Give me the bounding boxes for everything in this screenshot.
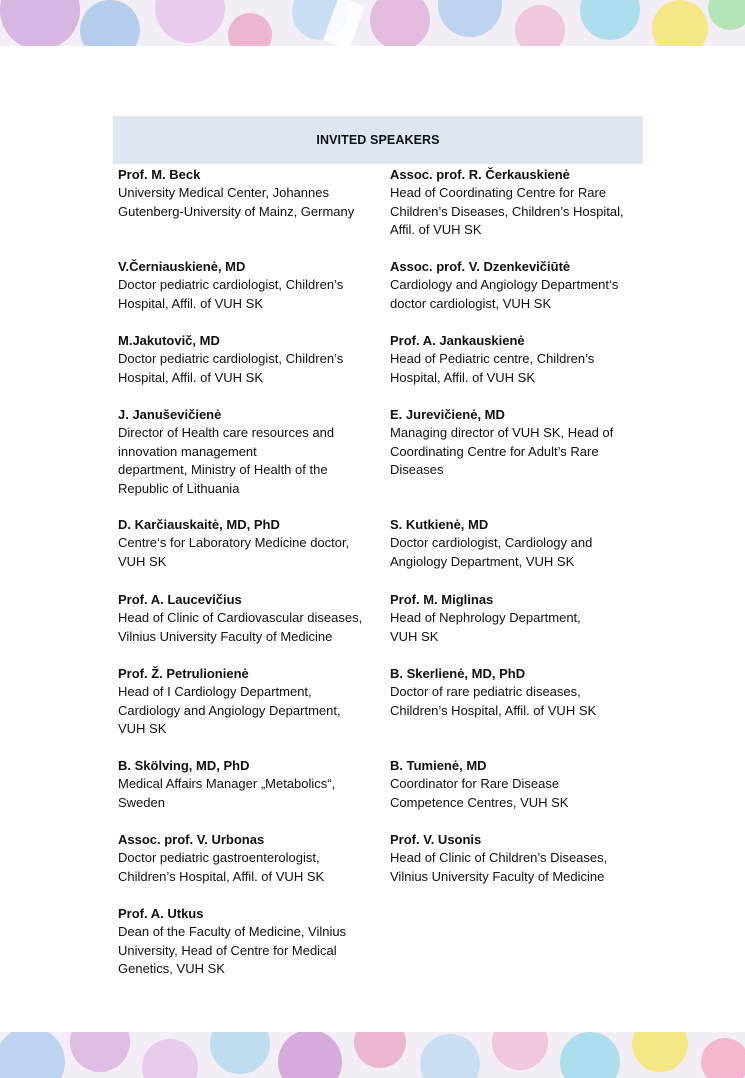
speaker-name: D. Karčiauskaitė, MD, PhD [118, 517, 280, 532]
speaker-entry [390, 332, 652, 387]
speaker-entry [118, 406, 380, 498]
speaker-name: B. Skölving, MD, PhD [118, 758, 250, 773]
top-decorative-banner [0, 0, 745, 46]
speaker-affiliation: Head of Clinic of Cardiovascular diseases, Vilnius University Faculty of Medicine [118, 610, 363, 644]
speaker-entry [390, 831, 652, 886]
speaker-affiliation: Dean of the Faculty of Medicine, Vilnius University, Head of Centre for Medical Genetics, VUH SK [118, 924, 347, 977]
speaker-affiliation: Centre‘s for Laboratory Medicine doctor, VUH SK [118, 535, 350, 569]
speaker-entry [118, 591, 380, 646]
speaker-name: B. Tumienė, MD [390, 758, 487, 773]
speaker-entry [118, 905, 380, 979]
bottom-decorative-banner [0, 1032, 745, 1078]
speaker-name: E. Jurevičienė, MD [390, 407, 505, 422]
speaker-affiliation: Cardiology and Angiology Department‘s doctor cardiologist, VUH SK [390, 277, 619, 311]
speaker-name: B. Skerlienė, MD, PhD [390, 666, 526, 681]
speaker-entry [390, 591, 652, 646]
speaker-name: Prof. A. Utkus [118, 906, 204, 921]
invited-speakers-header [113, 116, 643, 164]
speaker-name: M.Jakutovič, MD [118, 333, 220, 348]
speaker-entry [118, 258, 380, 313]
speaker-entry [390, 757, 652, 812]
speaker-name: Prof. A. Laucevičius [118, 592, 242, 607]
speaker-affiliation: Head of Pediatric centre, Children’s Hospital, Affil. of VUH SK [390, 351, 595, 385]
speaker-name: V.Černiauskienė, MD [118, 259, 246, 274]
speaker-entry [390, 258, 652, 313]
speaker-affiliation: Head of Coordinating Centre for Rare Children’s Diseases, Children’s Hospital, Affil. of VUH SK [390, 185, 624, 238]
speaker-affiliation: Doctor cardiologist, Cardiology and Angiology Department, VUH SK [390, 535, 593, 569]
speaker-entry [118, 831, 380, 886]
speaker-entry [390, 665, 652, 720]
speaker-affiliation: Managing director of VUH SK, Head of Coordinating Centre for Adult’s Rare Diseases [390, 425, 614, 478]
speaker-affiliation: Head of I Cardiology Department, Cardiology and Angiology Department, VUH SK [118, 684, 341, 737]
speaker-affiliation: Doctor pediatric cardiologist, Children’s Hospital, Affil. of VUH SK [118, 277, 344, 311]
speaker-affiliation: Head of Clinic of Children’s Diseases, Vilnius University Faculty of Medicine [390, 850, 608, 884]
speaker-entry [118, 665, 380, 739]
speaker-affiliation: Director of Health care resources and innovation management department, Ministry of Health of the Republic of Lithuania [118, 425, 335, 496]
speaker-affiliation: Medical Affairs Manager „Metabolics“, Sweden [118, 776, 336, 810]
speaker-name: Prof. M. Miglinas [390, 592, 494, 607]
speaker-entry [118, 332, 380, 387]
speaker-name: Prof. M. Beck [118, 167, 201, 182]
speaker-entry [390, 406, 652, 480]
speaker-name: Prof. A. Jankauskienė [390, 333, 525, 348]
speaker-name: Prof. Ž. Petrulionienė [118, 666, 249, 681]
speaker-entry [118, 516, 380, 571]
speaker-entry [390, 166, 652, 240]
speaker-name: Assoc. prof. V. Dzenkevičiūtė [390, 259, 571, 274]
speaker-name: S. Kutkienė, MD [390, 517, 489, 532]
speaker-entry [118, 757, 380, 812]
speaker-affiliation: Doctor of rare pediatric diseases, Children’s Hospital, Affil. of VUH SK [390, 684, 597, 718]
speaker-name: Prof. V. Usonis [390, 832, 482, 847]
speaker-entry [118, 166, 380, 221]
speaker-entry [390, 516, 652, 571]
page-title: INVITED SPEAKERS [316, 133, 440, 147]
speaker-affiliation: Head of Nephrology Department, VUH SK [390, 610, 581, 644]
speaker-affiliation: University Medical Center, Johannes Gutenberg-University of Mainz, Germany [118, 185, 355, 219]
speaker-affiliation: Doctor pediatric cardiologist, Children’s Hospital, Affil. of VUH SK [118, 351, 344, 385]
speaker-name: Assoc. prof. V. Urbonas [118, 832, 265, 847]
speaker-name: J. Januševičienė [118, 407, 222, 422]
speaker-affiliation: Coordinator for Rare Disease Competence Centres, VUH SK [390, 776, 569, 810]
speaker-name: Assoc. prof. R. Čerkauskienė [390, 167, 570, 182]
speaker-affiliation: Doctor pediatric gastroenterologist, Children’s Hospital, Affil. of VUH SK [118, 850, 325, 884]
